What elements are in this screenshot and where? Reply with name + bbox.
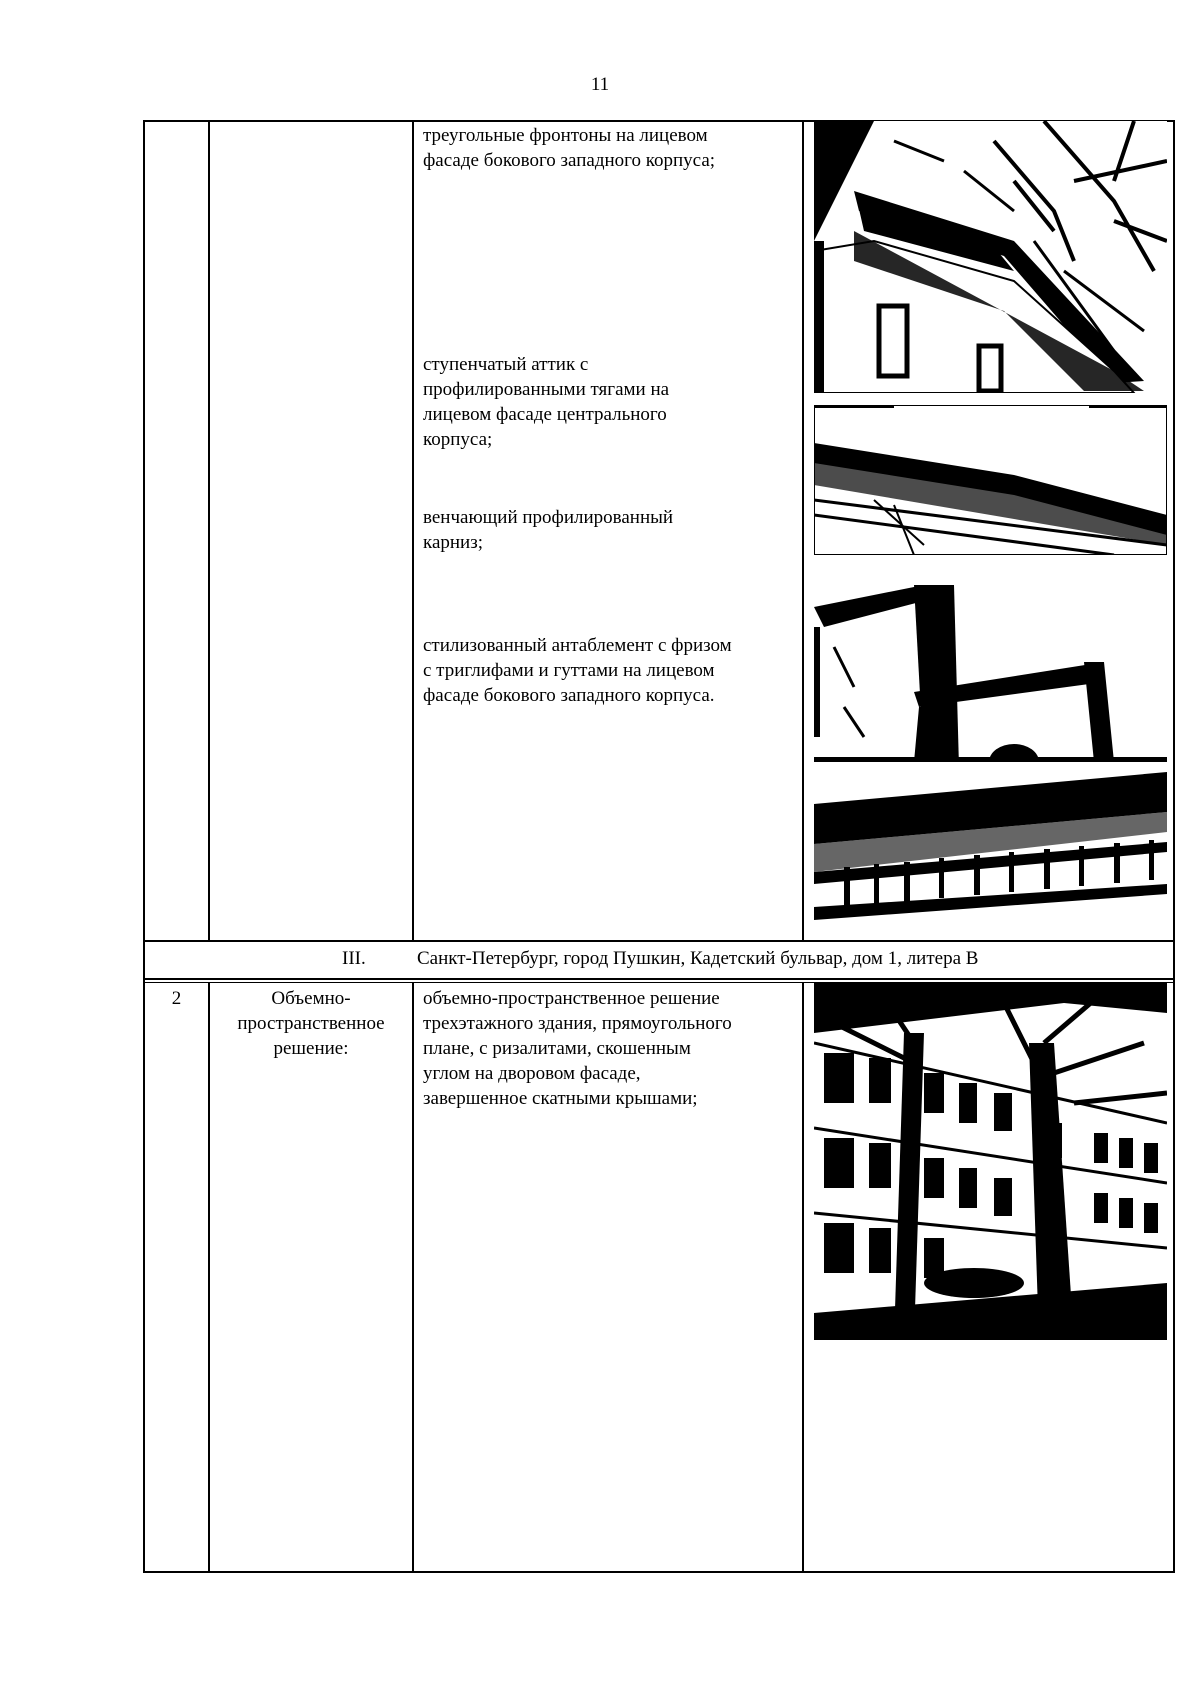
table-bottom-border (143, 1571, 1175, 1573)
section-address: Санкт-Петербург, город Пушкин, Кадетский бульвар, дом 1, литера В (417, 948, 979, 969)
section-numeral: III. (342, 948, 366, 969)
feature-stepped-attic: ступенчатый аттик с профилированными тягами на лицевом фасаде центрального корпуса; (423, 354, 670, 450)
row2-number: 2 (171, 988, 182, 1009)
row2-description: объемно-пространственное решение трехэтажного здания, прямоугольного плане, с ризалитами, скошенным углом на дворовом фасаде, завершенное скатными крышами; (423, 988, 732, 1109)
row2-category: Объемно- пространственное решение: (237, 988, 385, 1059)
feature-triangular-pediments: треугольные фронтоны на лицевом фасаде бокового западного корпуса; (423, 125, 716, 171)
page-number: 11 (590, 74, 610, 95)
photo-building-facade (814, 983, 1167, 1340)
section-header-bottom-border (143, 978, 1175, 980)
table-right-border (1173, 120, 1175, 1573)
column-divider-1-row2 (208, 982, 210, 1572)
feature-stylized-entablature: стилизованный антаблемент с фризом с триглифами и гуттами на лицевом фасаде бокового западного корпуса. (423, 635, 732, 706)
column-divider-3-upper (802, 120, 804, 941)
photo-cornice (814, 567, 1167, 762)
photo-pediment (814, 121, 1167, 393)
column-divider-3-row2 (802, 982, 804, 1572)
column-divider-2-upper (412, 120, 414, 941)
table-left-border (143, 120, 145, 1573)
section-header-top-border (143, 940, 1175, 942)
photo-stepped-attic (814, 405, 1167, 555)
column-divider-2-row2 (412, 982, 414, 1572)
feature-crowning-cornice: венчающий профилированный карниз; (423, 507, 674, 553)
photo-entablature (814, 772, 1167, 924)
column-divider-1-upper (208, 120, 210, 941)
